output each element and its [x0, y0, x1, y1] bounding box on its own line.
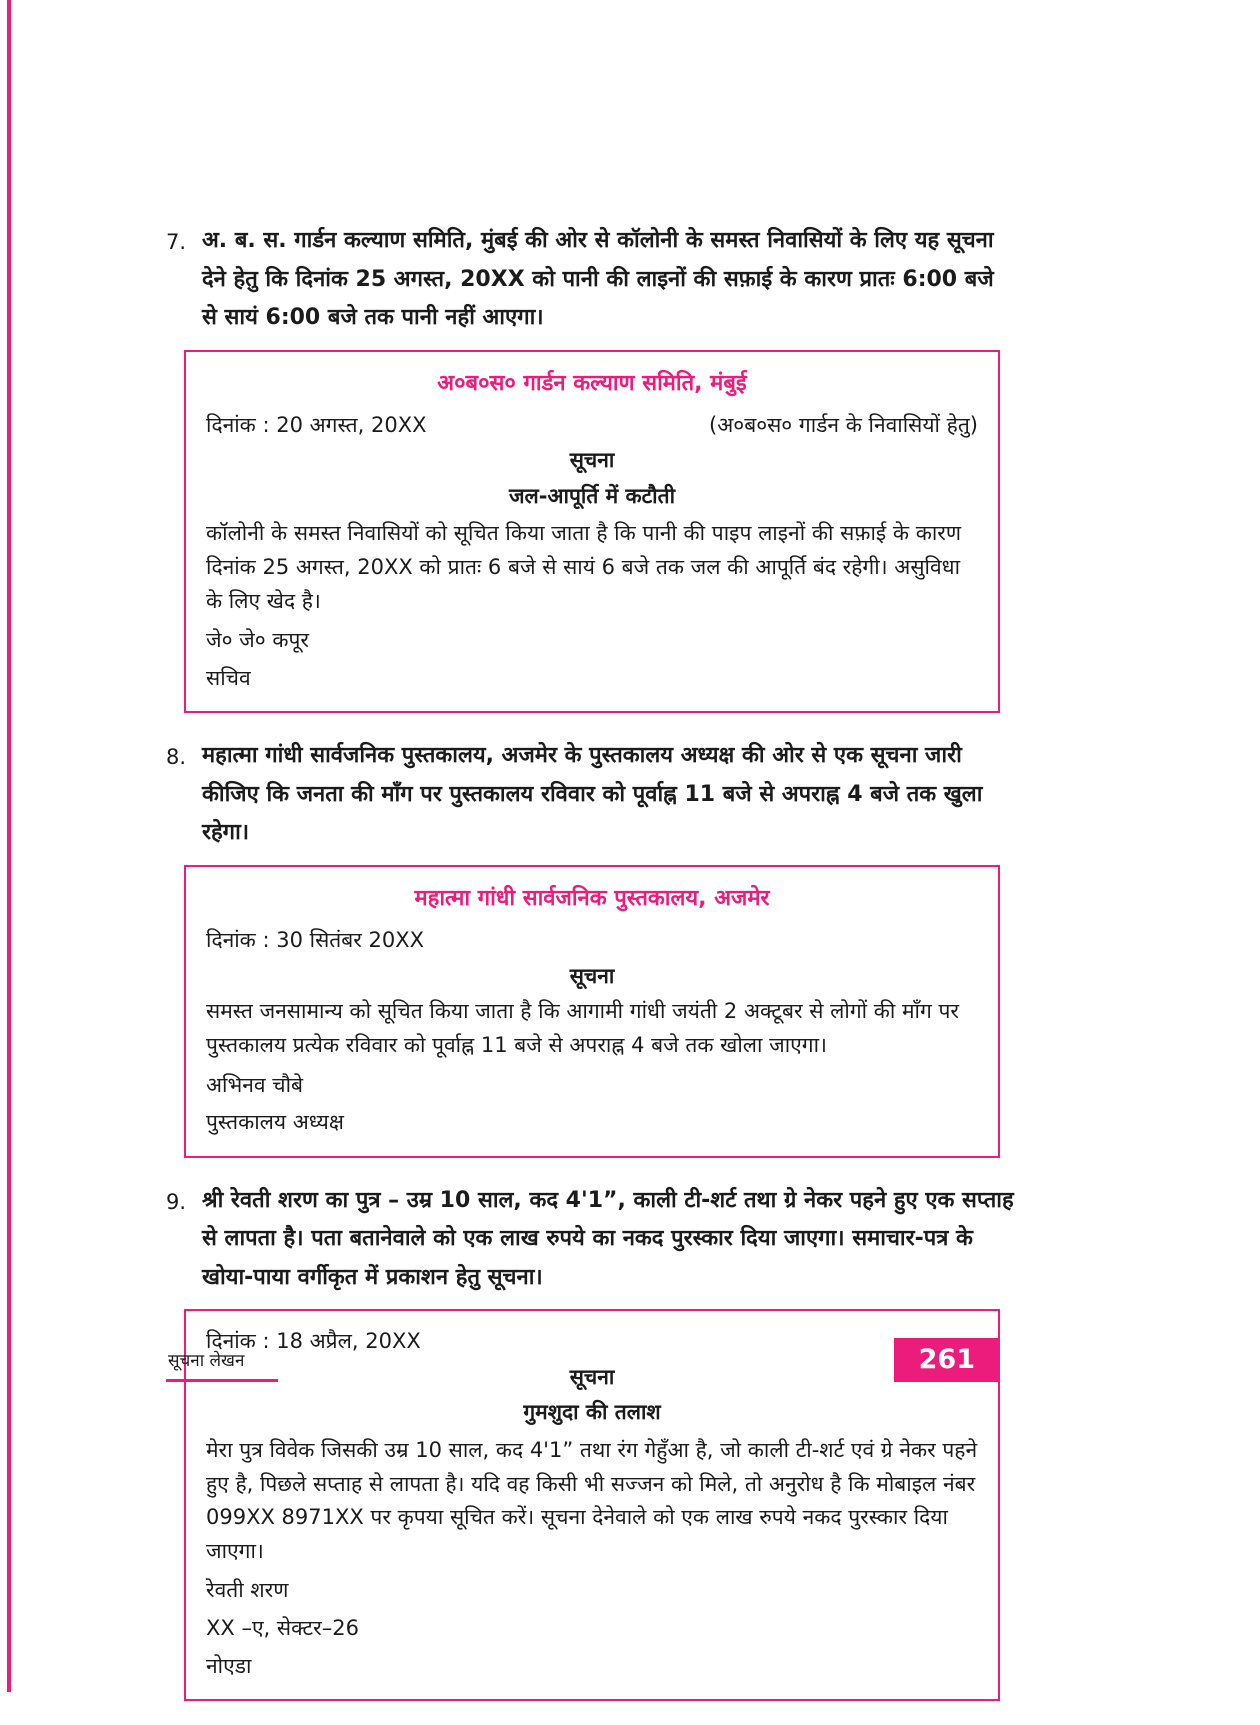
question-number: 9. — [166, 1189, 187, 1214]
notice-date: दिनांक : 18 अप्रैल, 20XX — [206, 1329, 421, 1354]
notice-city-line: नोएडा — [206, 1653, 252, 1678]
page-content — [166, 0, 1016, 1701]
notice-body: कॉलोनी के समस्त निवासियों को सूचित किया जाता है कि पानी की पाइप लाइनों की सफ़ाई के कारण दिनांक 25 अगस्त, 20XX को प्रातः 6 बजे से सायं 6 बजे तक जल की आपूर्ति बंद रहेगी। असुविधा के लिए खेद है। — [206, 521, 962, 613]
notice-meta-row — [206, 924, 978, 958]
notice-box-library — [184, 865, 1000, 1158]
notice-date: दिनांक : 30 सितंबर 20XX — [206, 928, 424, 953]
page-number-badge: 261 — [894, 1338, 1000, 1382]
question-number: 8. — [166, 745, 187, 770]
question-9 — [166, 1182, 1016, 1298]
notice-signatory: अभिनव चौबे — [206, 1072, 304, 1097]
notice-signatory: जे० जे० कपूर — [206, 628, 309, 653]
exercise-item-7 — [166, 222, 1016, 713]
left-accent-bar — [7, 0, 11, 1692]
notice-title: महात्मा गांधी सार्वजनिक पुस्तकालय, अजमेर — [414, 885, 770, 911]
notice-date: दिनांक : 20 अगस्त, 20XX — [206, 412, 427, 437]
notice-designation: पुस्तकालय अध्यक्ष — [206, 1110, 344, 1135]
question-text: महात्मा गांधी सार्वजनिक पुस्तकालय, अजमेर के पुस्तकालय अध्यक्ष की ओर से एक सूचना जारी कीजिए कि जनता की माँग पर पुस्तकालय रविवार को पूर्वाह्न 11 बजे से अपराह्न 4 बजे तक खुला रहेगा। — [202, 743, 983, 846]
notice-addressee: (अ०ब०स० गार्डन के निवासियों हेतु) — [709, 412, 978, 437]
chapter-footer-label: सूचना लेखन — [166, 1348, 278, 1382]
notice-subheading: जल-आपूर्ति में कटौती — [508, 483, 676, 508]
notice-meta-row — [206, 409, 978, 443]
question-8 — [166, 737, 1016, 853]
question-text: अ. ब. स. गार्डन कल्याण समिति, मुंबई की ओर से कॉलोनी के समस्त निवासियों के लिए यह सूचना देने हेतु कि दिनांक 25 अगस्त, 20XX को पानी की लाइनों की सफ़ाई के कारण प्रातः 6:00 बजे से सायं 6:00 बजे तक पानी नहीं आएगा। — [202, 228, 994, 330]
notice-body: समस्त जनसामान्य को सूचित किया जाता है कि आगामी गांधी जयंती 2 अक्टूबर से लोगों की माँग पर पुस्तकालय प्रत्येक रविवार को पूर्वाह्न 11 बजे से अपराह्न 4 बजे तक खोला जाएगा। — [206, 999, 960, 1057]
notice-designation: सचिव — [206, 665, 251, 690]
notice-box-water-supply — [184, 350, 1000, 714]
notice-heading: सूचना — [569, 448, 615, 473]
notice-signatory: रेवती शरण — [206, 1578, 289, 1603]
question-7 — [166, 222, 1016, 338]
page-footer — [166, 1338, 1000, 1382]
notice-title: अ०ब०स० गार्डन कल्याण समिति, मंबुई — [437, 370, 747, 396]
notice-heading: सूचना — [569, 963, 615, 988]
notice-address-line: XX –ए, सेक्टर–26 — [206, 1615, 359, 1640]
notice-subheading: गुमशुदा की तलाश — [523, 1400, 661, 1425]
question-number: 7. — [166, 230, 187, 254]
question-text: श्री रेवती शरण का पुत्र – उम्र 10 साल, कद 4'1”, काली टी-शर्ट तथा ग्रे नेकर पहने हुए एक सप्ताह से लापता है। पता बतानेवाले को एक लाख रुपये का नकद पुरस्कार दिया जाएगा। समाचार-पत्र के खोया-पाया वर्गीकृत में प्रकाशन हेतु सूचना। — [202, 1187, 1014, 1290]
exercise-item-9 — [166, 1182, 1016, 1701]
exercise-item-8 — [166, 737, 1016, 1157]
notice-heading: सूचना — [569, 1364, 615, 1389]
notice-body: मेरा पुत्र विवेक जिसकी उम्र 10 साल, कद 4'1” तथा रंग गेहुँआ है, जो काली टी-शर्ट एवं ग्रे नेकर पहने हुए है, पिछले सप्ताह से लापता है। यदि वह किसी भी सज्जन को मिले, तो अनुरोध है कि मोबाइल नंबर 099XX 8971XX पर कृपया सूचित करें। सूचना देनेवाले को एक लाख रुपये नकद पुरस्कार दिया जाएगा। — [206, 1437, 978, 1563]
